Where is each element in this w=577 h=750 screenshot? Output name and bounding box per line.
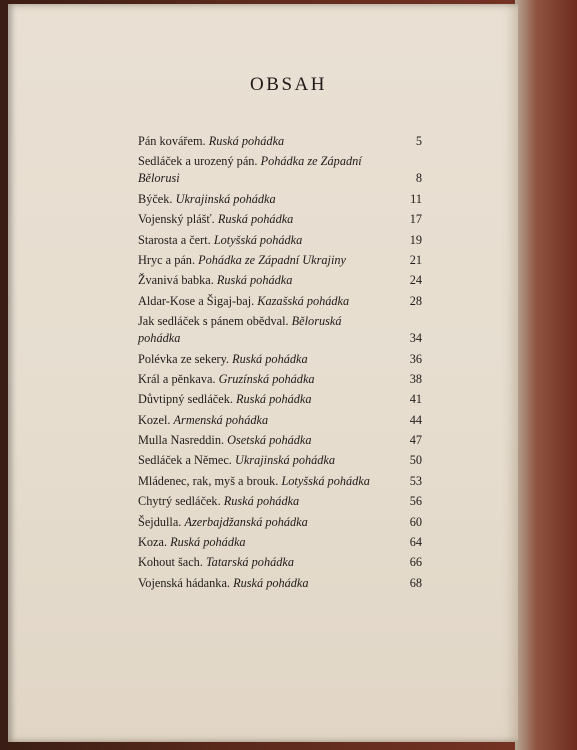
toc-entry-subtitle: Běloruská (291, 314, 342, 329)
toc-entry-subtitle: Ruská pohádka (236, 392, 312, 407)
toc-entry-page: 56 (409, 494, 422, 509)
toc-entry-page: 5 (415, 134, 422, 148)
toc-entry-page: 47 (409, 433, 422, 448)
toc-entry-subtitle-cont: Bělorusi (138, 171, 180, 186)
toc-entry-title: Jak sedláček s pánem obědval. (138, 314, 289, 329)
toc-entry-title: Chytrý sedláček. (138, 494, 221, 509)
toc-entry-subtitle: Gruzínská pohádka (218, 371, 315, 386)
toc-entry-subtitle-cont: pohádka (138, 331, 181, 346)
toc-entry-title: Sedláček a urozený pán. (138, 154, 258, 169)
toc-entry-title: Důvtipný sedláček. (138, 392, 233, 407)
toc-entry-page: 41 (409, 392, 422, 407)
toc-entry-subtitle: Osetská pohádka (227, 433, 312, 448)
toc-entry-subtitle: Lotyšská pohádka (213, 232, 303, 247)
toc-entry-subtitle: Ruská pohádka (170, 535, 246, 550)
toc-entry-subtitle: Armenská pohádka (173, 412, 269, 427)
toc-entry-page: 53 (409, 473, 422, 488)
toc-entry-title: Aldar-Kose a Šigaj-baj. (138, 293, 255, 308)
toc-entry-subtitle: Tatarská pohádka (205, 555, 294, 570)
toc-entry-title: Býček. (138, 191, 173, 206)
toc-entry-title: Mládenec, rak, myš a brouk. (138, 473, 279, 488)
toc-entry-subtitle: Ruská pohádka (216, 273, 293, 288)
toc-entry-subtitle: Ruská pohádka (233, 575, 309, 590)
toc-entry-page: 64 (409, 535, 422, 550)
toc-entry (138, 272, 422, 289)
toc-entry-subtitle: Ruská pohádka (223, 494, 300, 509)
toc-entry-page: 17 (409, 212, 422, 227)
toc-entry (138, 432, 422, 449)
toc-entry-subtitle: Ruská pohádka (232, 351, 308, 366)
toc-entry-title: Starosta a čert. (138, 232, 211, 247)
toc-entry-subtitle: Ukrajinská pohádka (234, 453, 336, 468)
toc-entry-title: Hryc a pán. (138, 252, 196, 267)
toc-entry-subtitle: Azerbajdžanská pohádka (184, 514, 308, 529)
toc-entry (138, 191, 422, 208)
toc-entry-page: 66 (409, 555, 422, 570)
toc-entry (138, 153, 422, 187)
toc-entry-page: 21 (409, 252, 422, 267)
toc-entry (138, 232, 422, 249)
toc-entry-title: Kozel. (138, 412, 171, 427)
toc-entry-title: Sedláček a Němec. (138, 453, 232, 468)
toc-entry-title: Pán kovářem. (138, 134, 206, 148)
toc-entry (138, 313, 422, 347)
toc-entry (138, 351, 422, 368)
toc-entry (138, 534, 422, 551)
toc-entry-page: 60 (409, 514, 422, 529)
toc-entry-title: Vojenský plášť. (138, 212, 215, 227)
toc-entry (138, 133, 422, 150)
toc-entry-page: 68 (409, 575, 422, 590)
table-of-contents (138, 133, 422, 595)
toc-entry-page: 50 (409, 453, 422, 468)
toc-entry-page: 11 (410, 191, 422, 206)
toc-entry-title: Žvanivá babka. (138, 273, 214, 288)
toc-entry-title: Koza. (138, 535, 168, 550)
toc-entry (138, 473, 422, 490)
toc-entry-title: Šejdulla. (138, 514, 182, 529)
toc-entry-title: Kohout šach. (138, 555, 203, 570)
toc-entry (138, 493, 422, 510)
toc-entry-title: Král a pěnkava. (138, 371, 216, 386)
toc-entry (138, 211, 422, 228)
toc-entry-subtitle: Ruská pohádka (208, 134, 285, 148)
toc-entry-subtitle: Ruská pohádka (217, 212, 294, 227)
toc-entry (138, 514, 422, 531)
toc-entry-page: 19 (409, 232, 422, 247)
toc-entry-page: 34 (409, 331, 422, 346)
toc-entry-title: Vojenská hádanka. (138, 575, 230, 590)
toc-entry-title: Polévka ze sekery. (138, 351, 230, 366)
toc-entry-page: 8 (415, 171, 422, 186)
toc-entry-subtitle: Ukrajinská pohádka (175, 191, 276, 206)
toc-entry (138, 575, 422, 592)
toc-entry-page: 36 (409, 351, 422, 366)
page-title: OBSAH (250, 74, 327, 95)
cover-board-edge (515, 0, 577, 750)
toc-entry-page: 28 (409, 293, 422, 308)
toc-entry (138, 412, 422, 429)
toc-entry (138, 391, 422, 408)
toc-entry-title: Mulla Nasreddin. (138, 433, 225, 448)
toc-entry-subtitle: Kazašská pohádka (257, 293, 350, 308)
toc-entry (138, 554, 422, 571)
toc-entry-subtitle: Lotyšská pohádka (281, 473, 370, 488)
toc-entry-page: 38 (409, 371, 422, 386)
toc-entry (138, 293, 422, 310)
toc-entry (138, 452, 422, 469)
toc-entry-subtitle: Pohádka ze Západní Ukrajiny (198, 252, 346, 267)
toc-entry-page: 24 (409, 273, 422, 288)
toc-entry (138, 252, 422, 269)
toc-entry-page: 44 (409, 412, 422, 427)
toc-entry-subtitle: Pohádka ze Západní (260, 154, 362, 169)
toc-entry (138, 371, 422, 388)
